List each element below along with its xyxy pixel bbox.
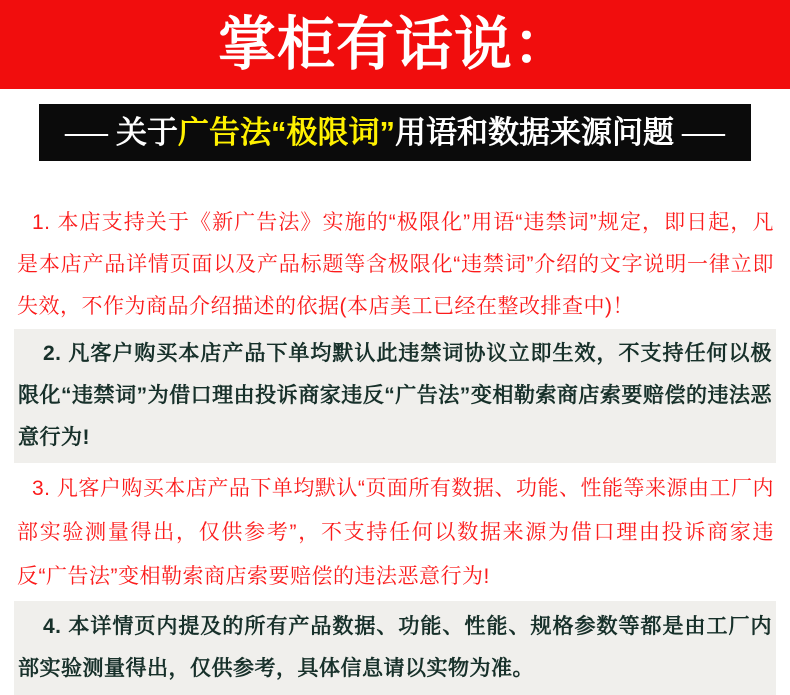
notice-paragraph-2: 2. 凡客户购买本店产品下单均默认此违禁词协议立即生效，不支持任何以极限化“违禁词”为借口理由投诉商家违反“广告法”变相勒索商店索要赔偿的违法恶意行为! [14,329,776,463]
right-dash: — [681,115,726,150]
section-title-highlight: 广告法“极限词” [178,115,395,150]
section-title-bar [39,104,751,161]
notice-paragraph-1: 1. 本店支持关于《新广告法》实施的“极限化”用语“违禁词”规定，即日起，凡是本店产品详情页面以及产品标题等含极限化“违禁词”介绍的文字说明一律立即失效，不作为商品介绍描述的依据(本店美工已经在整改排查中)！ [17,211,774,318]
page-title: 掌柜有话说： [217,11,572,77]
notice-paragraph-3: 3. 凡客户购买本店产品下单均默认“页面所有数据、功能、性能等来源由工厂内部实验测量得出，仅供参考”，不支持任何以数据来源为借口理由投诉商家违反“广告法”变相勒索商店索要赔偿的违法恶意行为! [17,477,774,588]
notice-body [0,202,790,695]
header-banner [0,0,790,89]
section-title-suffix: 用语和数据来源问题 [395,115,674,150]
section-title-prefix: 关于 [116,115,178,150]
left-dash: — [64,115,109,150]
notice-paragraph-4: 4. 本详情页内提及的所有产品数据、功能、性能、规格参数等都是由工厂内部实验测量得出，仅供参考，具体信息请以实物为准。 [14,601,776,695]
